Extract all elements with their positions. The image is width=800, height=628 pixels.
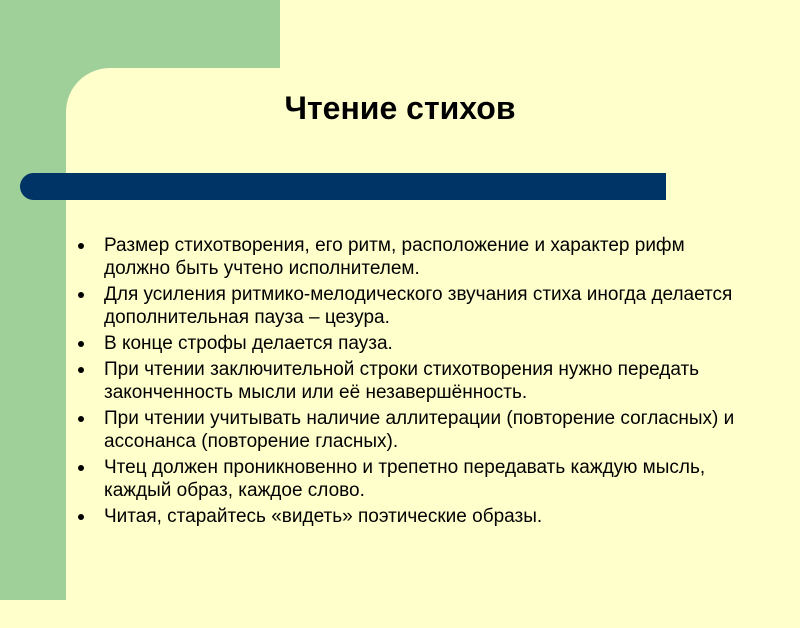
bullet-item	[78, 358, 748, 404]
bullet-item	[78, 234, 748, 280]
bullet-item	[78, 456, 748, 502]
bullet-dot-icon	[78, 243, 84, 249]
bullet-dot-icon	[78, 416, 84, 422]
bullet-text: Размер стихотворения, его ритм, расположение и характер рифм должно быть учтено исполнителем.	[104, 235, 685, 279]
bullet-text: В конце строфы делается пауза.	[104, 333, 393, 354]
title-underline-bar	[20, 173, 666, 200]
bullet-text: При чтении учитывать наличие аллитерации (повторение согласных) и ассонанса (повторение гласных).	[104, 408, 735, 452]
bullet-text: Чтец должен проникновенно и трепетно передавать каждую мысль, каждый образ, каждое слово.	[104, 457, 706, 501]
bullet-dot-icon	[78, 514, 84, 520]
bullet-list	[78, 234, 748, 531]
bullet-item	[78, 332, 748, 355]
bullet-dot-icon	[78, 341, 84, 347]
slide-title: Чтение стихов	[284, 90, 516, 126]
bullet-item	[78, 407, 748, 453]
bullet-dot-icon	[78, 292, 84, 298]
bullet-item	[78, 283, 748, 329]
bullet-dot-icon	[78, 367, 84, 373]
bullet-text: Для усиления ритмико-мелодического звучания стиха иногда делается дополнительная пауза – цезура.	[104, 284, 733, 328]
bullet-text: Читая, старайтесь «видеть» поэтические образы.	[104, 506, 543, 527]
bullet-item	[78, 505, 748, 528]
bullet-dot-icon	[78, 465, 84, 471]
bullet-text: При чтении заключительной строки стихотворения нужно передать законченность мысли или её незавершённость.	[104, 359, 700, 403]
